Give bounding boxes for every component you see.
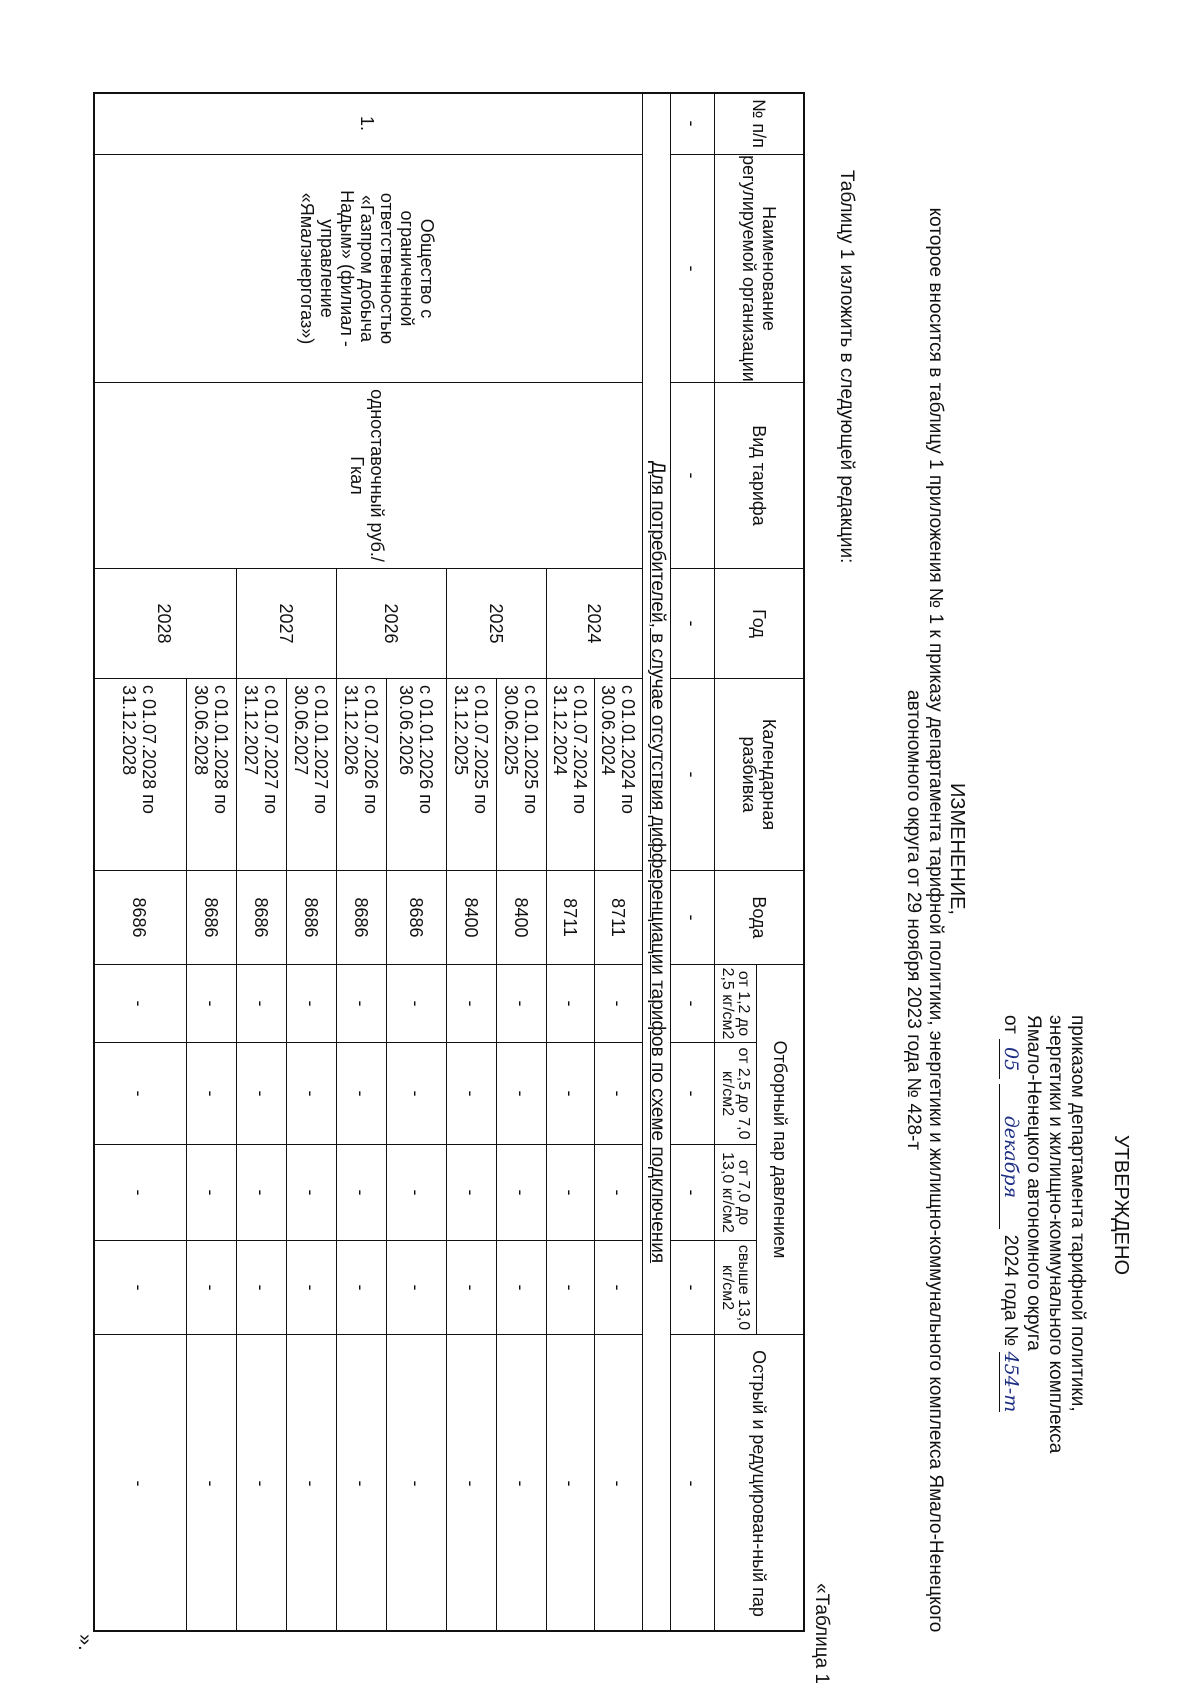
year-cell: 2027 (237, 568, 337, 678)
change-intro: Таблицу 1 изложить в следующей редакции: (836, 170, 857, 564)
period-cell: с 01.07.2025 по 31.12.2025 (447, 678, 497, 870)
header-steam-col-2: от 2,5 до 7,0 кг/см2 (715, 1042, 757, 1144)
closing-mark: ». (74, 1634, 96, 1651)
dash-cell: - (287, 964, 337, 1042)
dash-cell: - (497, 1144, 547, 1240)
year-cell: 2025 (447, 568, 547, 678)
date-year-text: 2024 года № (1000, 1234, 1021, 1347)
dash-cell: - (671, 1042, 715, 1144)
header-calendar: Календарная разбивка (715, 678, 805, 870)
header-water: Вода (715, 870, 805, 964)
dash-cell: - (497, 1240, 547, 1334)
dash-cell: - (387, 1240, 447, 1334)
dash-cell: - (671, 870, 715, 964)
dash-cell: - (187, 1334, 237, 1632)
dash-cell: - (595, 1144, 643, 1240)
period-cell: с 01.07.2028 по 31.12.2028 (93, 678, 187, 870)
dash-cell: - (671, 382, 715, 568)
dash-cell: - (447, 1334, 497, 1632)
dash-cell: - (595, 1042, 643, 1144)
dash-cell: - (93, 964, 187, 1042)
section-title: Для потребителей, в случае отсутствия дифференциации тарифов по схеме подключения (643, 92, 671, 1632)
dash-cell: - (187, 1144, 237, 1240)
dash-cell: - (337, 964, 387, 1042)
dash-cell: - (387, 964, 447, 1042)
tariff-type: одноставочный руб./Гкал (93, 382, 643, 568)
header-steam-col-4: свыше 13,0 кг/см2 (715, 1240, 757, 1334)
dash-cell: - (671, 1334, 715, 1632)
row-number: 1. (93, 92, 643, 154)
dash-cell: - (671, 1240, 715, 1334)
year-cell: 2028 (93, 568, 237, 678)
period-cell: с 01.01.2025 по 30.06.2025 (497, 678, 547, 870)
water-cell: 8711 (595, 870, 643, 964)
dash-cell: - (187, 1240, 237, 1334)
header-steam-col-3: от 7,0 до 13,0 кг/см2 (715, 1144, 757, 1240)
period-cell: с 01.01.2024 по 30.06.2024 (595, 678, 643, 870)
period-cell: с 01.01.2028 по 30.06.2028 (187, 678, 237, 870)
dash-cell: - (447, 1240, 497, 1334)
dash-cell: - (287, 1144, 337, 1240)
dash-cell: - (671, 154, 715, 382)
period-cell: с 01.07.2026 по 31.12.2026 (337, 678, 387, 870)
water-cell: 8686 (237, 870, 287, 964)
dash-cell: - (595, 1240, 643, 1334)
dash-cell: - (497, 964, 547, 1042)
dash-cell: - (187, 1042, 237, 1144)
dash-cell: - (237, 1240, 287, 1334)
dash-cell: - (93, 1334, 187, 1632)
dash-cell: - (287, 1334, 337, 1632)
dash-cell: - (447, 1042, 497, 1144)
dash-cell: - (671, 1144, 715, 1240)
dash-cell: - (387, 1042, 447, 1144)
handwritten-day: 05 (999, 1039, 1022, 1079)
handwritten-month: декабря (999, 1084, 1022, 1229)
header-tariff: Вид тарифа (715, 382, 805, 568)
approval-line-1: приказом департамента тарифной политики, (1067, 1015, 1088, 1412)
dash-cell: - (447, 1144, 497, 1240)
dash-cell: - (237, 964, 287, 1042)
header-org: Наименование регулируемой организации (715, 154, 805, 382)
dash-cell: - (671, 92, 715, 154)
water-cell: 8686 (93, 870, 187, 964)
approval-block (999, 1015, 1132, 1655)
dash-cell: - (497, 1334, 547, 1632)
dash-cell: - (547, 1144, 595, 1240)
approval-title: УТВЕРЖДЕНО (1110, 1134, 1132, 1276)
period-cell: с 01.01.2026 по 30.06.2026 (387, 678, 447, 870)
tariff-table (93, 92, 805, 1632)
approval-date-line (999, 1015, 1022, 1655)
dash-cell: - (547, 1240, 595, 1334)
header-num: № п/п (715, 92, 805, 154)
header-year: Год (715, 568, 805, 678)
dash-cell: - (237, 1042, 287, 1144)
dash-cell: - (671, 964, 715, 1042)
dash-cell: - (387, 1334, 447, 1632)
dash-cell: - (93, 1240, 187, 1334)
dash-cell: - (547, 1334, 595, 1632)
table-label: «Таблица 1 (811, 1583, 832, 1684)
header-steam: Отборный пар давлением (757, 964, 805, 1334)
date-prefix: от (1000, 1015, 1021, 1034)
dash-cell: - (287, 1042, 337, 1144)
dash-cell: - (447, 964, 497, 1042)
dash-cell: - (497, 1042, 547, 1144)
approval-line-3: Ямало-Ненецкого автономного округа (1023, 1015, 1044, 1351)
water-cell: 8711 (547, 870, 595, 964)
dash-cell: - (237, 1334, 287, 1632)
dash-cell: - (337, 1144, 387, 1240)
dash-cell: - (337, 1240, 387, 1334)
water-cell: 8686 (287, 870, 337, 964)
water-cell: 8400 (447, 870, 497, 964)
dash-cell: - (671, 678, 715, 870)
year-cell: 2026 (337, 568, 447, 678)
organization-name: Общество с ограниченной ответственностью «Газпром добыча Надым» (филиал - управление «Ямалэнергогаз») (93, 154, 643, 382)
change-title: ИЗМЕНЕНИЕ, (946, 783, 968, 915)
dash-cell: - (287, 1240, 337, 1334)
water-cell: 8686 (337, 870, 387, 964)
dash-cell: - (387, 1144, 447, 1240)
water-cell: 8686 (387, 870, 447, 964)
dash-cell: - (93, 1144, 187, 1240)
water-cell: 8686 (187, 870, 237, 964)
water-cell: 8400 (497, 870, 547, 964)
change-text: которое вносится в таблицу 1 приложения № 1 к приказу департамента тарифной политики, энергетики и жилищно-коммунального комплекса Ямало-Ненецкого автономного округа от 29 ноября 2023 года № 428-т (903, 207, 946, 1633)
dash-cell: - (595, 1334, 643, 1632)
dash-cell: - (187, 964, 237, 1042)
dash-cell: - (547, 964, 595, 1042)
period-cell: с 01.07.2027 по 31.12.2027 (237, 678, 287, 870)
dash-cell: - (237, 1144, 287, 1240)
dash-cell: - (547, 1042, 595, 1144)
dash-cell: - (595, 964, 643, 1042)
period-cell: с 01.01.2027 по 30.06.2027 (287, 678, 337, 870)
handwritten-number: 454-т (1000, 1351, 1022, 1413)
dash-cell: - (671, 568, 715, 678)
dash-cell: - (337, 1042, 387, 1144)
dash-cell: - (337, 1334, 387, 1632)
header-steam-col-1: от 1,2 до 2,5 кг/см2 (715, 964, 757, 1042)
header-sharp-steam: Острый и редуцирован-ный пар (715, 1334, 805, 1632)
period-cell: с 01.07.2024 по 31.12.2024 (547, 678, 595, 870)
approval-line-2: энергетики и жилищно-коммунального комплекса (1045, 1015, 1066, 1454)
dash-cell: - (93, 1042, 187, 1144)
year-cell: 2024 (547, 568, 643, 678)
